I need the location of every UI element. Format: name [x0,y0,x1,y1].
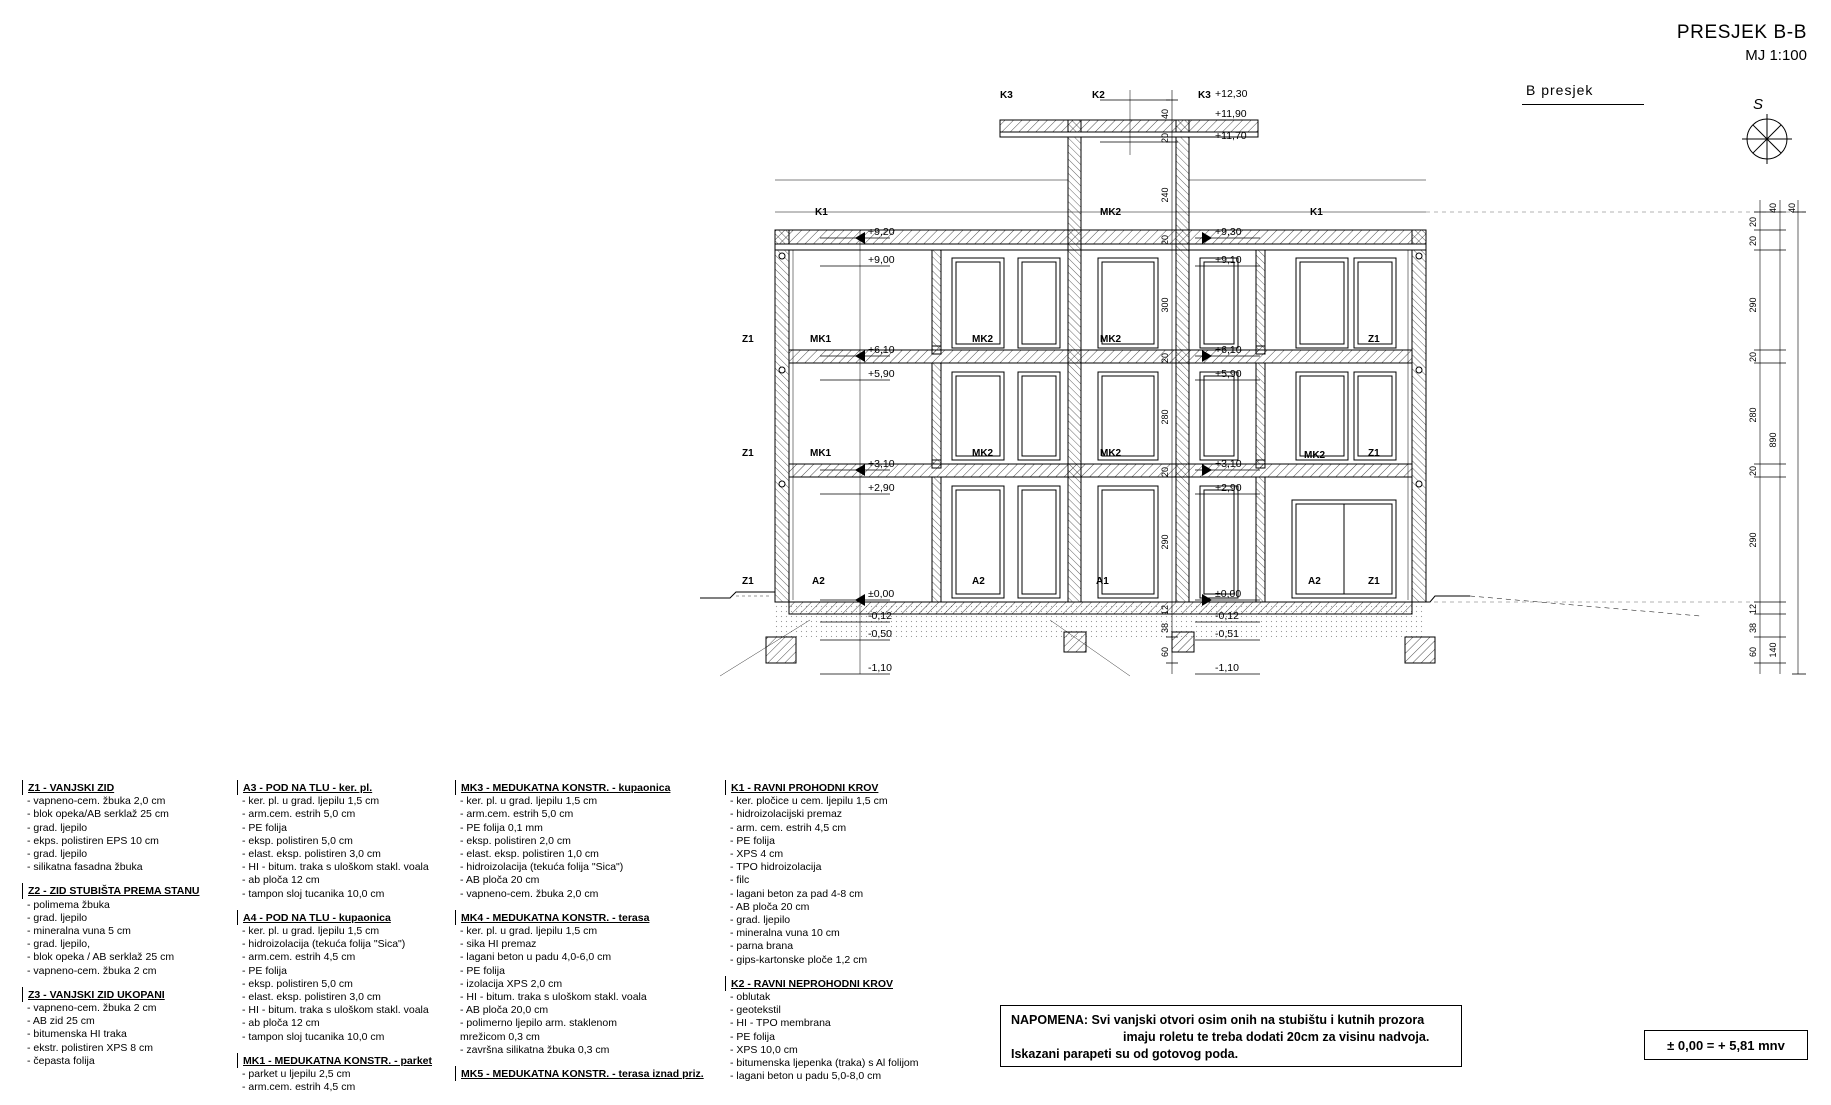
legend-group [237,912,437,1044]
tag-mk2-top: MK2 [1100,207,1122,218]
north-letter-label: S [1753,96,1764,113]
legend-line: - PE folija [730,834,775,847]
legend-line: - arm.cem. estrih 4,5 cm [242,951,356,964]
legend-column-3 [455,782,704,1092]
legend-line: - vapneno-cem. žbuka 2 cm [27,964,157,977]
legend-line: - ker. pl. u grad. ljepilu 1,5 cm [242,925,380,938]
legend-group-title: A3 - POD NA TLU - ker. pl. [237,782,437,795]
legend-group-title: MK4 - MEDUKATNA KONSTR. - terasa [455,912,695,925]
legend-line: - tampon sloj tucanika 10,0 cm [242,1030,385,1043]
legend-line: - eksp. polistiren 2,0 cm [460,834,571,847]
level-text: +11,90 [1215,108,1247,120]
legend-line: - sika HI premaz [460,938,537,951]
legend-group-title: Z3 - VANJSKI ZID UKOPANI [22,989,207,1002]
legend-group [725,782,945,967]
tag-z1-r1: Z1 [1368,334,1380,345]
level-text: +3,10 [1215,458,1242,470]
legend-line: - lagani beton u padu 4,0-6,0 cm [460,951,612,964]
dim-text: 20 [1748,351,1758,363]
legend-line: - ab ploča 12 cm [242,874,320,887]
legend-line: - polimerno ljepilo arm. staklenom [460,1017,617,1030]
level-text: +2,90 [868,482,895,494]
dim-text: 60 [1748,646,1758,658]
dim-text: 240 [1160,187,1170,203]
legend-line: - čepasta folija [27,1054,95,1067]
legend-line: - parket u ljepilu 2,5 cm [242,1068,351,1081]
tag-mk2-d: MK2 [1100,448,1122,459]
legend-line: - hidroizolacijski premaz [730,808,843,821]
legend-line: - ker. pl. u grad. ljepilu 1,5 cm [242,795,380,808]
dim-text: 140 [1768,642,1778,658]
legend-line: - grad. ljepilo [27,911,88,924]
level-text: +5,90 [868,368,895,380]
legend-line: - lagani beton za pad 4-8 cm [730,887,864,900]
tag-a1: A1 [1096,576,1109,587]
legend-group [22,782,207,874]
legend-line: - arm.cem. estrih 5,0 cm [460,808,574,821]
tag-mk1-a: MK1 [810,334,832,345]
level-text: +9,00 [868,254,895,266]
legend-group-title: MK1 - MEDUKATNA KONSTR. - parket [237,1055,437,1068]
dim-text: 300 [1160,297,1170,313]
legend-line: - vapneno-cem. žbuka 2,0 cm [27,795,166,808]
legend-line: - eksp. polistiren 5,0 cm [242,977,353,990]
legend-line: - PE folija 0,1 mm [460,821,543,834]
legend-line: - hidroizolacija (tekuća folija "Sica") [242,938,406,951]
legend-line: - XPS 4 cm [730,848,784,861]
level-text: +2,90 [1215,482,1242,494]
note-line-2: imaju roletu te treba dodati 20cm za visinu nadvoja. [1123,1030,1430,1044]
dim-text: 280 [1748,407,1758,423]
tag-z1-r3: Z1 [1368,576,1380,587]
dim-text: 40 [1787,202,1797,214]
dim-text: 40 [1160,108,1170,120]
tag-a2-left: A2 [812,576,825,587]
legend-line: - završna silikatna žbuka 0,3 cm [460,1043,610,1056]
legend-line: - geotekstil [730,1004,781,1017]
level-text: +3,10 [868,458,895,470]
level-text: -1,10 [1215,662,1239,674]
legend-line: - grad. ljepilo [730,914,791,927]
legend-line: - elast. eksp. polistiren 3,0 cm [242,848,381,861]
building-section-drawing [700,60,1810,680]
legend-line: - AB ploča 20 cm [460,874,540,887]
legend-column-1 [22,782,207,1079]
level-text: +5,90 [1215,368,1242,380]
dim-text: 280 [1160,409,1170,425]
legend-group [455,782,695,901]
legend-line: - blok opeka/AB serklaž 25 cm [27,808,169,821]
note-line-1: NAPOMENA: Svi vanjski otvori osim onih na stubištu i kutnih prozora [1011,1013,1425,1027]
legend-group [455,1068,704,1081]
dim-text: 20 [1160,132,1170,144]
legend-line: - bitumenska ljepenka (traka) s Al folijom [730,1057,919,1070]
legend-line: - polimema žbuka [27,898,110,911]
legend-group-title: A4 - POD NA TLU - kupaonica [237,912,437,925]
dim-text: 20 [1748,216,1758,228]
legend-line: - ker. pločice u cem. ljepilu 1,5 cm [730,795,888,808]
legend-line: - arm.cem. estrih 4,5 cm [242,1081,356,1094]
legend-line: - gips-kartonske ploče 1,2 cm [730,953,868,966]
legend-line: - HI - bitum. traka s uloškom stakl. voala [242,861,429,874]
tag-z1-l3: Z1 [742,576,754,587]
legend-group-title: K1 - RAVNI PROHODNI KROV [725,782,945,795]
legend-line: - hidroizolacija (tekuća folija "Sica") [460,861,624,874]
legend-group-title: MK3 - MEDUKATNA KONSTR. - kupaonica [455,782,695,795]
level-text: +6,10 [1215,344,1242,356]
dim-text: 40 [1768,202,1778,214]
scale-label: MJ 1:100 [1745,47,1807,64]
legend-line: - ker. pl. u grad. ljepilu 1,5 cm [460,795,598,808]
legend-line: - vapneno-cem. žbuka 2 cm [27,1002,157,1015]
dim-text: 60 [1160,646,1170,658]
legend-group [237,782,437,901]
level-text: +11,70 [1215,130,1247,142]
elevation-reference-box: ± 0,00 = + 5,81 mnv [1644,1030,1808,1060]
legend-group-title: K2 - RAVNI NEPROHODNI KROV [725,978,945,991]
legend-line: - bitumenska HI traka [27,1028,127,1041]
legend-column-4 [725,782,945,1094]
dim-text: 20 [1748,235,1758,247]
level-text: -0,51 [1215,628,1239,640]
legend-line: - AB zid 25 cm [27,1015,95,1028]
level-text: +6,10 [868,344,895,356]
legend-line: - ab ploča 12 cm [242,1017,320,1030]
legend-line: - PE folija [242,964,287,977]
legend-line: - vapneno-cem. žbuka 2,0 cm [460,887,599,900]
tag-k1-left: K1 [815,207,828,218]
dim-text: 38 [1160,622,1170,634]
legend-line: - silikatna fasadna žbuka [27,861,143,874]
legend-line: - PE folija [460,964,505,977]
legend-line: - filc [730,874,750,887]
level-text: ±0,00 [868,588,895,600]
level-text: +9,20 [868,226,895,238]
legend-line: - ker. pl. u grad. ljepilu 1,5 cm [460,925,598,938]
tag-z1-r2: Z1 [1368,448,1380,459]
level-text: -0,12 [868,610,892,622]
level-text: +9,10 [1215,254,1242,266]
tag-k1-right: K1 [1310,207,1323,218]
legend-line: - elast. eksp. polistiren 3,0 cm [242,991,381,1004]
tag-k3-right: K3 [1198,90,1211,101]
legend-group [22,885,207,977]
dim-text: 890 [1768,432,1778,448]
dim-text: 290 [1748,532,1758,548]
level-text: -0,50 [868,628,892,640]
legend-group [725,978,945,1084]
dim-text: 290 [1748,297,1758,313]
legend-line: - HI - TPO membrana [730,1017,831,1030]
tag-z1-l2: Z1 [742,448,754,459]
note-box [1000,1005,1462,1067]
dim-text: 12 [1160,604,1170,616]
legend-line: mrežicom 0,3 cm [460,1030,540,1043]
legend-group [455,912,695,1057]
dim-text: 38 [1748,622,1758,634]
tag-mk1-b: MK1 [810,448,832,459]
level-text: -0,12 [1215,610,1239,622]
legend-line: - HI - bitum. traka s uloškom stakl. voala [242,1004,429,1017]
legend-line: - parna brana [730,940,794,953]
legend-line: - eksp. polistiren 5,0 cm [242,834,353,847]
dim-text: 290 [1160,534,1170,550]
level-text: -1,10 [868,662,892,674]
legend-column-2 [237,782,437,1105]
tag-a2-mid: A2 [972,576,985,587]
legend-group [237,1055,437,1095]
legend-line: - lagani beton u padu 5,0-8,0 cm [730,1070,882,1083]
dim-text: 20 [1160,234,1170,246]
legend-line: - grad. ljepilo [27,848,88,861]
legend-group-title: Z1 - VANJSKI ZID [22,782,207,795]
legend-line: - mineralna vuna 10 cm [730,927,840,940]
legend-line: - tampon sloj tucanika 10,0 cm [242,887,385,900]
legend-line: - arm. cem. estrih 4,5 cm [730,821,847,834]
legend-line: - arm.cem. estrih 5,0 cm [242,808,356,821]
level-text: ±0,00 [1215,588,1242,600]
legend-line: - ekstr. polistiren XPS 8 cm [27,1041,154,1054]
note-line-3: Iskazani parapeti su od gotovog poda. [1011,1047,1239,1061]
legend-line: - PE folija [730,1030,775,1043]
level-text: +12,30 [1215,88,1248,100]
legend-line: - HI - bitum. traka s uloškom stakl. voala [460,991,647,1004]
level-text: +9,30 [1215,226,1242,238]
legend-line: - TPO hidroizolacija [730,861,822,874]
tag-k2-roof: K2 [1092,90,1105,101]
legend-line: - AB ploča 20 cm [730,900,810,913]
legend-group [22,989,207,1068]
tag-z1-l1: Z1 [742,334,754,345]
legend-line: - XPS 10,0 cm [730,1043,798,1056]
tag-mk2-c: MK2 [972,448,994,459]
legend-line: - mineralna vuna 5 cm [27,925,131,938]
legend-line: - blok opeka / AB serklaž 25 cm [27,951,175,964]
tag-mk2-e: MK2 [1304,450,1326,461]
tag-mk2-a: MK2 [972,334,994,345]
tag-k3-left: K3 [1000,90,1013,101]
dim-text: 20 [1748,465,1758,477]
dim-text: 12 [1748,603,1758,615]
legend-group-title: MK5 - MEDUKATNA KONSTR. - terasa iznad priz. [455,1068,695,1081]
legend-line: - elast. eksp. polistiren 1,0 cm [460,848,599,861]
legend-group-title: Z2 - ZID STUBIŠTA PREMA STANU [22,885,207,898]
legend-line: - grad. ljepilo, [27,938,91,951]
dim-text: 20 [1160,466,1170,478]
page-title: PRESJEK B-B [1676,22,1807,43]
legend-line: - grad. ljepilo [27,821,88,834]
legend-line: - ekps. polistiren EPS 10 cm [27,834,159,847]
tag-a2-right: A2 [1308,576,1321,587]
legend-line: - oblutak [730,991,771,1004]
dim-text: 20 [1160,352,1170,364]
legend-line: - PE folija [242,821,287,834]
legend-line: - izolacija XPS 2,0 cm [460,977,563,990]
tag-mk2-b: MK2 [1100,334,1122,345]
section-name-label: B presjek [1526,82,1594,98]
legend-line: - AB ploča 20,0 cm [460,1004,549,1017]
